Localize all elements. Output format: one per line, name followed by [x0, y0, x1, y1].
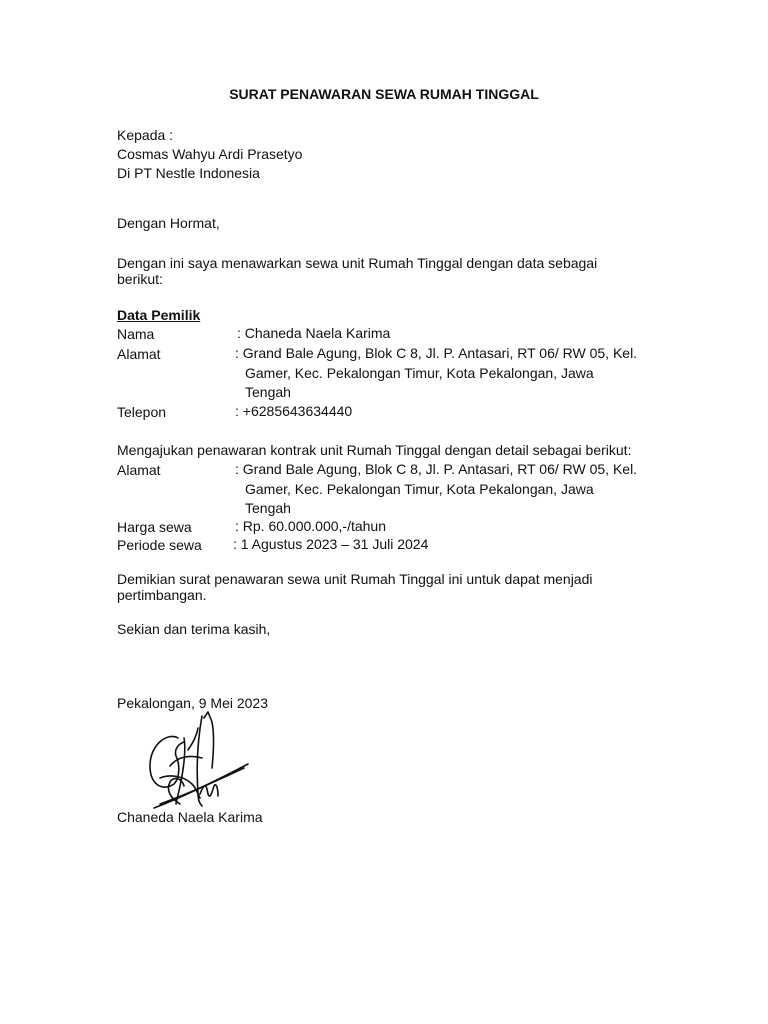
offer-period-value: : 1 Agustus 2023 – 31 Juli 2024	[233, 536, 429, 552]
owner-address-value	[235, 344, 655, 403]
owner-name-label: Nama	[117, 326, 155, 342]
offer-address-line-1: : Grand Bale Agung, Blok C 8, Jl. P. Antasari, RT 06/ RW 05, Kel.	[235, 461, 638, 477]
offer-period-label: Periode sewa	[117, 537, 202, 553]
recipient-label: Kepada :	[117, 127, 174, 143]
offer-price-label: Harga sewa	[117, 519, 192, 535]
intro-line-1: Dengan ini saya menawarkan sewa unit Rumah Tinggal dengan data sebagai	[117, 255, 598, 271]
owner-address-line-1: : Grand Bale Agung, Blok C 8, Jl. P. Antasari, RT 06/ RW 05, Kel.	[235, 345, 638, 361]
signature-image	[140, 708, 258, 814]
closing-thanks: Sekian dan terima kasih,	[117, 621, 271, 637]
place-date: Pekalongan, 9 Mei 2023	[117, 695, 268, 711]
letter-title: SURAT PENAWARAN SEWA RUMAH TINGGAL	[229, 86, 539, 102]
offer-address-label: Alamat	[117, 462, 161, 478]
owner-phone-value: : +6285643634440	[235, 403, 353, 419]
greeting: Dengan Hormat,	[117, 215, 220, 231]
owner-address-line-3: Tengah	[245, 384, 291, 400]
owner-phone-label: Telepon	[117, 404, 167, 420]
owner-name-value: : Chaneda Naela Karima	[237, 325, 391, 341]
offer-intro: Mengajukan penawaran kontrak unit Rumah Tinggal dengan detail sebagai berikut:	[117, 442, 632, 458]
owner-heading: Data Pemilik	[117, 307, 201, 323]
owner-address-label: Alamat	[117, 346, 161, 362]
recipient-place: Di PT Nestle Indonesia	[117, 165, 260, 181]
intro-line-2: berikut:	[117, 271, 163, 287]
owner-address-line-2: Gamer, Kec. Pekalongan Timur, Kota Pekalongan, Jawa	[245, 364, 594, 381]
offer-price-value: : Rp. 60.000.000,-/tahun	[235, 518, 386, 534]
signer-name: Chaneda Naela Karima	[117, 809, 263, 825]
recipient-name: Cosmas Wahyu Ardi Prasetyo	[117, 146, 303, 162]
offer-address-line-3: Tengah	[245, 500, 291, 516]
closing-line-2: pertimbangan.	[117, 587, 207, 603]
closing-line-1: Demikian surat penawaran sewa unit Rumah Tinggal ini untuk dapat menjadi	[117, 571, 593, 587]
offer-address-value	[235, 460, 655, 519]
offer-address-line-2: Gamer, Kec. Pekalongan Timur, Kota Pekalongan, Jawa	[245, 480, 594, 497]
